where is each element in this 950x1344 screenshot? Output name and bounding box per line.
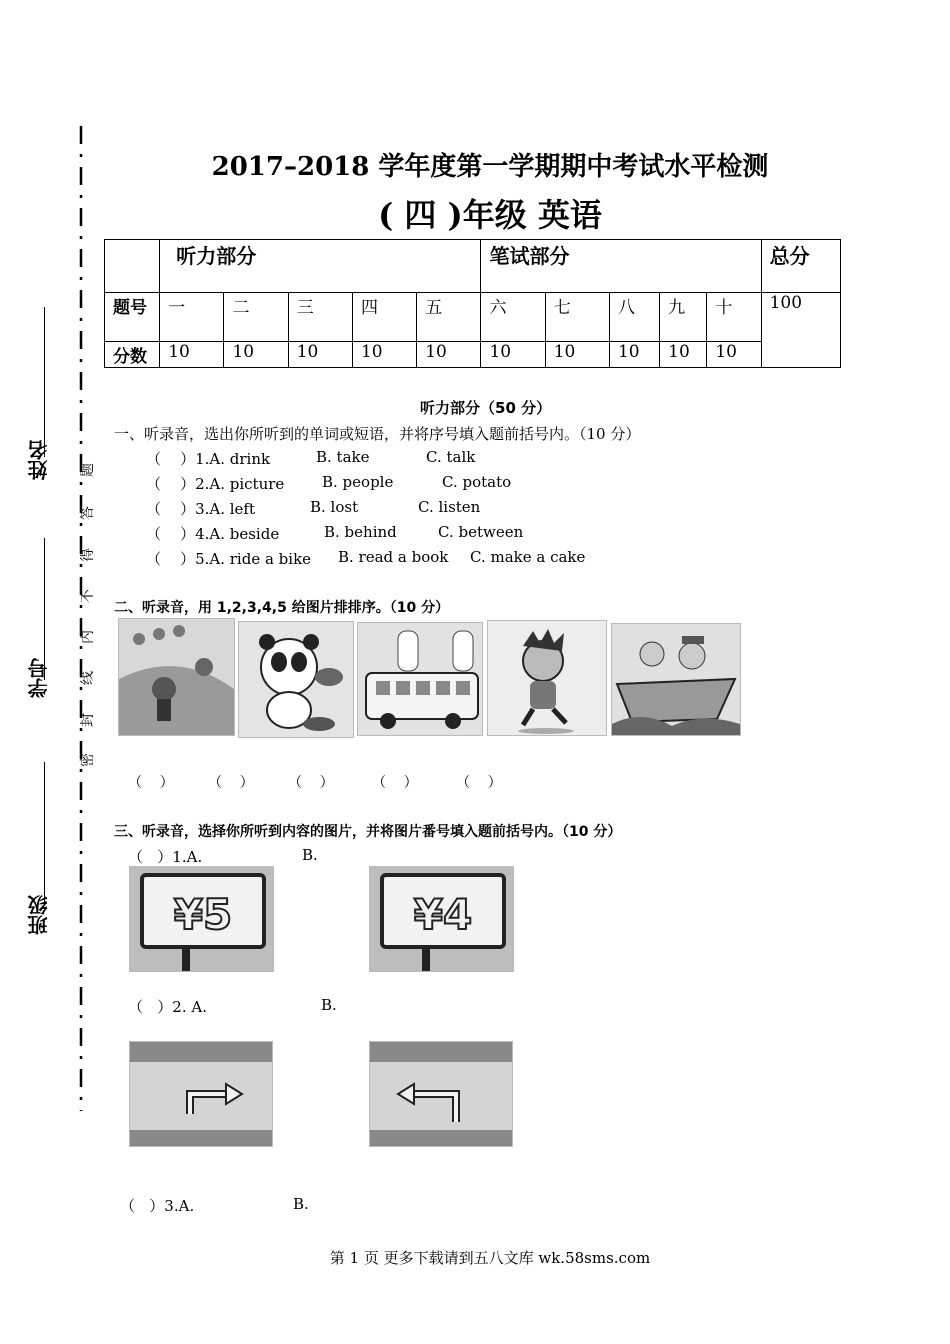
item-number-label: 题号: [105, 293, 160, 342]
class-underline: [44, 762, 45, 902]
seal-char-4: 内: [80, 630, 96, 644]
item-cell: 八: [609, 293, 659, 342]
exam-title: 2017–2018 学年度第一学期期中考试水平检测: [211, 152, 769, 182]
item-cell: 九: [660, 293, 707, 342]
item-cell: 三: [288, 293, 352, 342]
s3-q3-label: （ ）3.A.: [120, 1197, 195, 1215]
s1-q2-a: （ ）2.A. picture: [146, 475, 285, 493]
listening-header-cell: 听力部分: [160, 240, 481, 293]
score-cell: 10: [288, 342, 352, 368]
seal-dashed-line: [78, 126, 84, 1111]
score-cell: 10: [707, 342, 761, 368]
blank-corner-cell: [105, 240, 160, 293]
turn-left-sign: [369, 1041, 513, 1147]
item-cell: 七: [545, 293, 609, 342]
name-underline: [44, 307, 45, 457]
sign-a-text: ¥5: [173, 890, 233, 939]
s3-q3-b-label: B.: [293, 1195, 309, 1213]
seal-char-6: 得: [80, 548, 96, 562]
s1-q3-c: C. listen: [418, 498, 481, 516]
s1-q2-b: B. people: [322, 473, 394, 491]
binding-margin: [20, 120, 100, 1120]
s2-bracket-2[interactable]: （ ）: [208, 775, 254, 791]
item-cell: 十: [707, 293, 761, 342]
s2-bracket-5[interactable]: （ ）: [456, 775, 502, 791]
item-cell: 四: [352, 293, 416, 342]
s1-q1-b: B. take: [316, 448, 370, 466]
seal-char-7: 答: [80, 506, 96, 520]
picture-panda: [238, 621, 354, 738]
s1-q5-c: C. make a cake: [470, 548, 586, 566]
section2-instruction: 二、听录音，用 1,2,3,4,5 给图片排排序。（10 分）: [114, 600, 450, 616]
price-sign-4: [369, 866, 514, 972]
score-cell: 10: [481, 342, 545, 368]
section3-instruction: 三、听录音，选择你所听到内容的图片，并将图片番号填入题前括号内。（10 分）: [114, 824, 622, 840]
score-cell: 10: [417, 342, 481, 368]
s2-bracket-3[interactable]: （ ）: [288, 775, 334, 791]
s2-bracket-4[interactable]: （ ）: [372, 775, 418, 791]
score-cell: 10: [660, 342, 707, 368]
s1-q4-c: C. between: [438, 523, 524, 541]
seal-char-2: 封: [80, 713, 96, 727]
section1-instruction: 一、听录音，选出你所听到的单词或短语，并将序号填入题前括号内。（10 分）: [114, 425, 641, 443]
page-footer: 第 1 页 更多下载请到五八文库 wk.58sms.com: [329, 1249, 651, 1267]
score-cell: 10: [609, 342, 659, 368]
s2-bracket-1[interactable]: （ ）: [128, 775, 174, 791]
writing-header-cell: 笔试部分: [481, 240, 761, 293]
s1-q3-b: B. lost: [310, 498, 359, 516]
seal-char-3: 线: [80, 671, 96, 685]
listening-section-header: 听力部分（50 分）: [420, 399, 552, 417]
seal-char-5: 不: [80, 589, 96, 603]
item-cell: 一: [160, 293, 224, 342]
seal-char-8: 题: [80, 463, 96, 477]
grade-subject-title: ( 四 )年级 英语: [378, 196, 602, 234]
s3-q1-b-label: B.: [302, 846, 318, 864]
score-cell: 10: [160, 342, 224, 368]
s3-q2-label: （ ）2. A.: [128, 998, 207, 1016]
score-table: [104, 239, 841, 368]
picture-bus: [357, 622, 483, 736]
seal-char-1: 密: [80, 753, 96, 767]
s1-q4-a: （ ）4.A. beside: [146, 525, 280, 543]
turn-right-sign: [129, 1041, 273, 1147]
score-cell: 10: [352, 342, 416, 368]
class-label: 班级: [27, 895, 51, 935]
item-cell: 二: [224, 293, 288, 342]
item-cell: 五: [417, 293, 481, 342]
sign-b-text: ¥4: [413, 890, 473, 939]
picture-boat: [611, 623, 741, 736]
s1-q5-a: （ ）5.A. ride a bike: [146, 550, 312, 568]
s3-q2-b-label: B.: [321, 996, 337, 1014]
score-label: 分数: [105, 342, 160, 368]
total-score-cell: 100: [761, 293, 840, 368]
score-cell: 10: [545, 342, 609, 368]
price-sign-5: [129, 866, 274, 972]
s1-q5-b: B. read a book: [338, 548, 449, 566]
picture-race: [118, 618, 235, 736]
score-cell: 10: [224, 342, 288, 368]
s1-q1-a: （ ）1.A. drink: [146, 450, 271, 468]
item-cell: 六: [481, 293, 545, 342]
s1-q2-c: C. potato: [442, 473, 512, 491]
s1-q3-a: （ ）3.A. left: [146, 500, 256, 518]
s3-q1-label: （ ）1.A.: [128, 848, 203, 866]
total-header-cell: 总分: [761, 240, 840, 293]
s1-q4-b: B. behind: [324, 523, 397, 541]
id-label: 学号: [27, 658, 51, 698]
s1-q1-c: C. talk: [426, 448, 476, 466]
picture-boy-jumping: [487, 620, 607, 736]
name-label: 姓名: [27, 440, 51, 480]
